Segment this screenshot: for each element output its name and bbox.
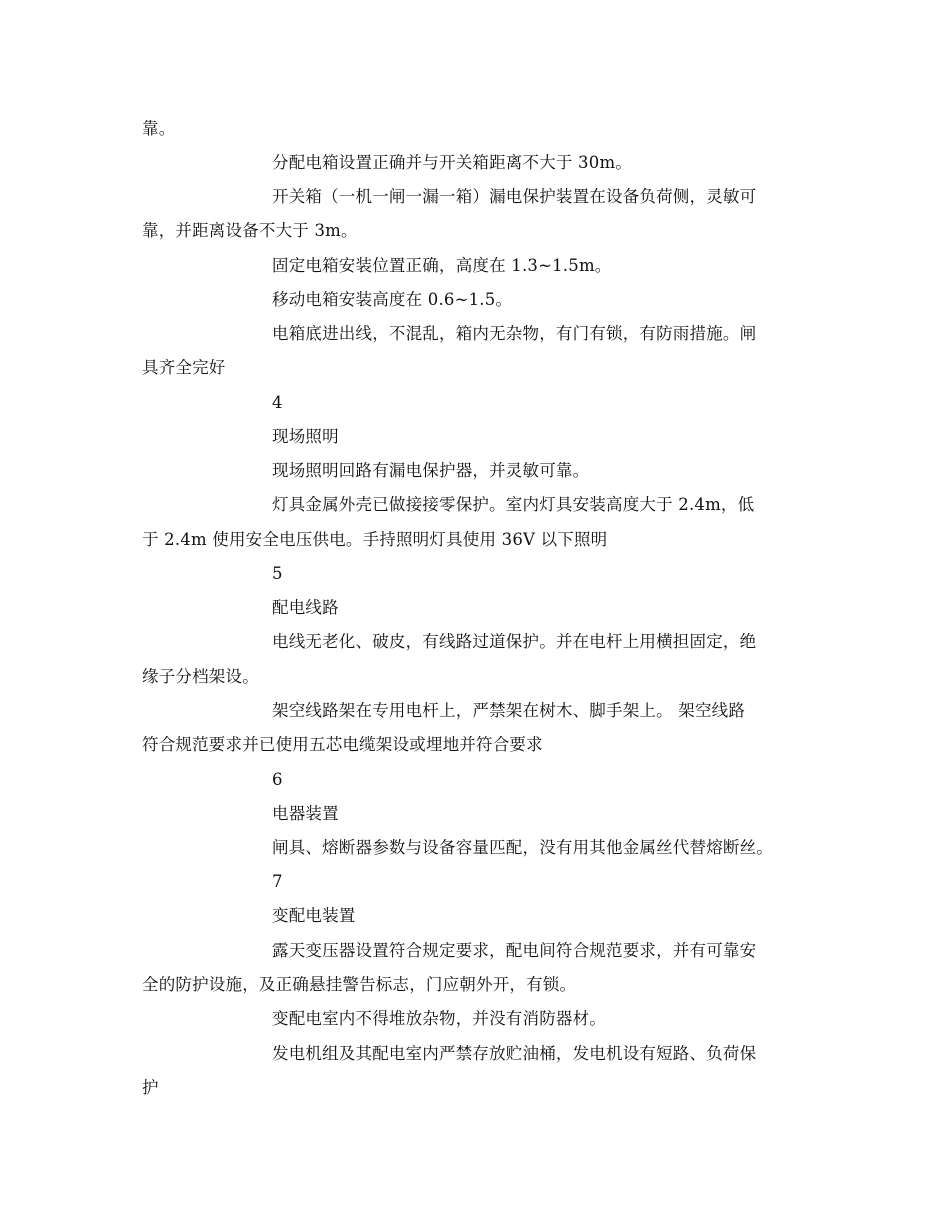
text-line: 发电机组及其配电室内严禁存放贮油桶，发电机设有短路、负荷保 [272,1044,757,1063]
text-line: 靠，并距离设备不大于 3m。 [142,221,358,240]
text-line: 符合规范要求并已使用五芯电缆架设或埋地并符合要求 [142,735,543,754]
section-heading: 配电线路 [272,598,339,617]
text-line: 闸具、熔断器参数与设备容量匹配，没有用其他金属丝代替熔断丝。 [272,838,773,857]
text-line: 分配电箱设置正确并与开关箱距离不大于 30m。 [272,153,632,172]
text-line: 开关箱（一机一闸一漏一箱）漏电保护装置在设备负荷侧，灵敏可 [272,187,757,206]
section-number: 7 [272,872,283,891]
text-line: 现场照明回路有漏电保护器，并灵敏可靠。 [272,461,590,480]
section-number: 4 [272,393,283,412]
text-line: 缘子分档架设。 [142,667,259,686]
text-line: 全的防护设施，及正确悬挂警告标志，门应朝外开，有锁。 [142,975,577,994]
text-line: 于 2.4m 使用安全电压供电。手持照明灯具使用 36V 以下照明 [142,530,608,549]
section-number: 6 [272,770,283,789]
text-line: 护 [142,1078,159,1097]
text-line: 具齐全完好 [142,358,226,377]
section-heading: 现场照明 [272,427,339,446]
text-line: 露天变压器设置符合规定要求，配电间符合规范要求，并有可靠安 [272,941,757,960]
text-line: 灯具金属外壳已做接接零保护。室内灯具安装高度大于 2.4m，低 [272,495,755,514]
section-heading: 电器装置 [272,804,339,823]
section-number: 5 [272,564,283,583]
text-line: 移动电箱安装高度在 0.6~1.5。 [272,290,513,309]
text-line: 电线无老化、破皮，有线路过道保护。并在电杆上用横担固定，绝 [272,632,757,651]
section-heading: 变配电装置 [272,906,356,925]
text-line: 靠。 [142,119,176,138]
text-line: 电箱底进出线，不混乱，箱内无杂物，有门有锁，有防雨措施。闸 [272,324,757,343]
text-line: 变配电室内不得堆放杂物，并没有消防器材。 [272,1009,606,1028]
text-line: 架空线路架在专用电杆上，严禁架在树木、脚手架上。 架空线路 [272,701,746,720]
text-line: 固定电箱安装位置正确，高度在 1.3~1.5m。 [272,256,612,275]
